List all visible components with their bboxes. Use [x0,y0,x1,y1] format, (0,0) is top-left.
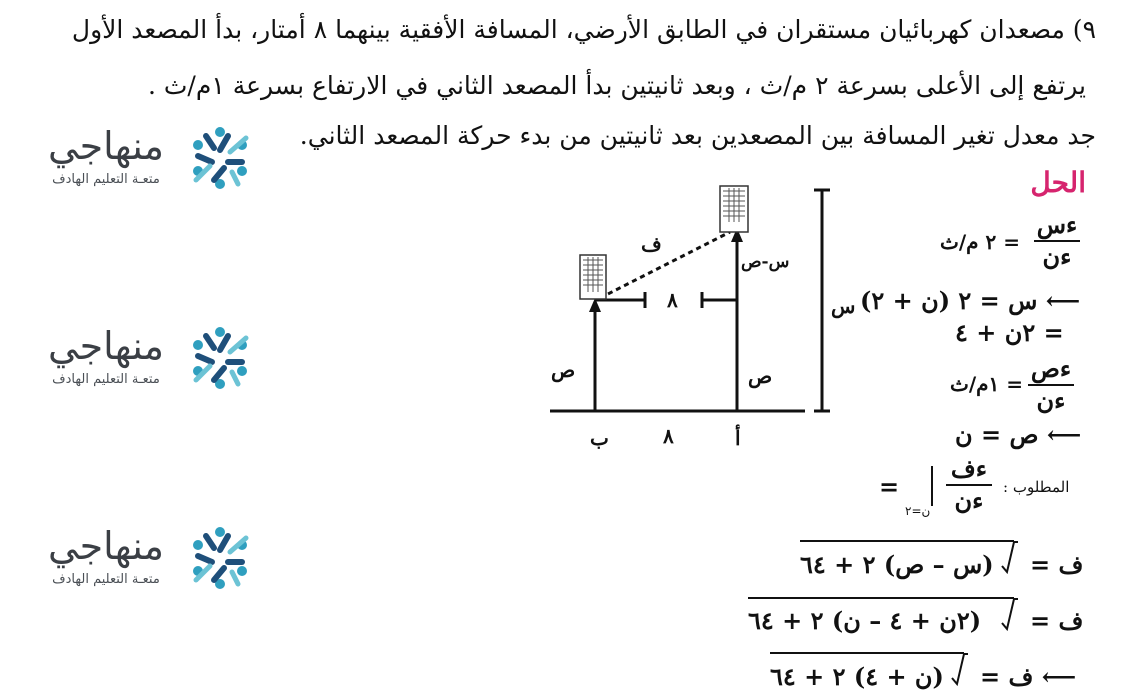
logo-tagline: متعـة التعليم الهادف [52,372,160,387]
f-2-radicand: (٢ن + ٤ – ن) ٢ + ٦٤ [748,606,982,635]
evaluation-bar [931,466,933,506]
step-2: ⟵ س = ٢ (ن + ٢) [860,286,1081,315]
radical-sign-icon [1000,540,1018,580]
logo-2 [36,318,266,398]
logo-name: منهاجي [47,124,165,168]
problem-line-1: ٩) مصعدان كهربائيان مستقران في الطابق الأرضي، المسافة الأفقية بينهما ٨ أمتار، بدأ المصعد الأول [71,15,1096,44]
logo-emblem-icon [180,118,260,198]
ds-dn-fraction: ءس ءن [1034,212,1080,270]
logo-tagline: متعـة التعليم الهادف [52,172,160,187]
distance-f-dashed [600,232,730,298]
f-1-lhs: ف = [1030,550,1084,579]
f-3-radicand: (ن + ٤) ٢ + ٦٤ [770,662,944,691]
logo-tagline: متعـة التعليم الهادف [52,572,160,587]
dy-dn-fraction: ءص ءن [1028,356,1074,414]
logo-emblem-icon [180,518,260,598]
logo-3 [36,518,266,598]
step-3: = ٢ن + ٤ [955,318,1064,347]
label-8-bottom: ٨ [663,424,674,448]
f-1-radicand: (س – ص) ٢ + ٦٤ [800,550,994,579]
problem-line-3: جد معدل تغير المسافة بين المصعدين بعد ثانيتين من بدء حركة المصعد الثاني. [299,121,1096,150]
logo-name: منهاجي [47,324,165,368]
label-b: ب [590,426,609,450]
label-a: أ [735,426,741,450]
elevator-car-b [580,255,606,299]
label-s-minus-y: س-ص [741,252,790,272]
radical-sign-icon [1000,597,1018,637]
problem-line-2: يرتفع إلى الأعلى بسرعة ٢ م/ث ، وبعد ثانيتين بدأ المصعد الثاني في الارتفاع بسرعة ١م/ث . [147,71,1086,100]
step-4-rhs: = ١م/ث [950,372,1023,396]
f-3-lhs: ⟵ ف = [980,662,1077,691]
solution-heading: الحل [1030,166,1086,199]
logo-name: منهاجي [47,524,165,568]
required-equals: = [879,472,900,501]
label-y-right: ص [748,364,773,388]
logo-1 [36,118,266,198]
required-label: المطلوب : [1003,478,1070,496]
df-dn-fraction: ءف ءن [946,456,992,514]
f-2-lhs: ف = [1030,606,1084,635]
label-y-left: ص [551,358,576,382]
logo-emblem-icon [180,318,260,398]
label-s-right: س [831,294,856,318]
step-1-rhs: = ٢ م/ث [940,230,1020,254]
required-subscript: ن=٢ [905,504,931,518]
radical-sign-icon [950,652,968,692]
elevator-car-a [720,186,748,232]
label-8-top: ٨ [667,288,678,312]
step-5: ⟵ ص = ن [955,420,1082,449]
elevator-diagram [540,180,840,420]
label-f: ف [641,232,662,256]
